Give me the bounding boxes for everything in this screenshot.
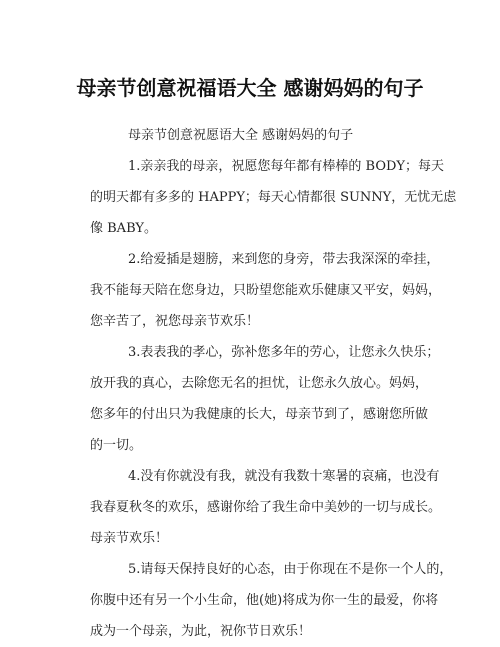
document-title: 母亲节创意祝福语大全 感谢妈妈的句子 xyxy=(76,76,424,100)
body-line: 您多年的付出只为我健康的长大，母亲节到了，感谢您所做 xyxy=(90,407,429,422)
body-line: 像 BABY。 xyxy=(90,221,157,236)
document-body xyxy=(90,120,457,647)
body-line: 5.请每天保持良好的心态，由于你现在不是你一个人的， xyxy=(128,562,453,577)
body-line: 的明天都有多多的 HAPPY；每天心情都很 SUNNY，无忧无虑 xyxy=(90,190,457,205)
body-line: 成为一个母亲，为此，祝你节日欢乐！ xyxy=(90,624,312,639)
body-line: 2.给爱插是翅膀，来到您的身旁，带去我深深的牵挂， xyxy=(128,252,440,267)
body-line: 放开我的真心，去除您无名的担忧，让您永久放心。妈妈， xyxy=(90,376,429,391)
body-line: 你腹中还有另一个小生命，他(她)将成为你一生的最爱，你将 xyxy=(90,593,439,608)
body-line: 您辛苦了，祝您母亲节欢乐！ xyxy=(90,314,260,329)
body-line: 1.亲亲我的母亲，祝愿您每年都有棒棒的 BODY；每天 xyxy=(128,159,444,174)
body-line: 3.表表我的孝心，弥补您多年的劳心，让您永久快乐； xyxy=(128,345,440,360)
body-line: 我春夏秋冬的欢乐，感谢你给了我生命中美妙的一切与成长。 xyxy=(90,500,442,515)
body-line: 母亲节欢乐！ xyxy=(90,531,169,546)
body-line: 母亲节创意祝愿语大全 感谢妈妈的句子 xyxy=(128,128,354,143)
body-line: 4.没有你就没有我，就没有我数十寒暑的哀痛，也没有 xyxy=(128,469,440,484)
body-line: 的一切。 xyxy=(90,438,143,453)
body-line: 我不能每天陪在您身边，只盼望您能欢乐健康又平安，妈妈， xyxy=(90,283,442,298)
